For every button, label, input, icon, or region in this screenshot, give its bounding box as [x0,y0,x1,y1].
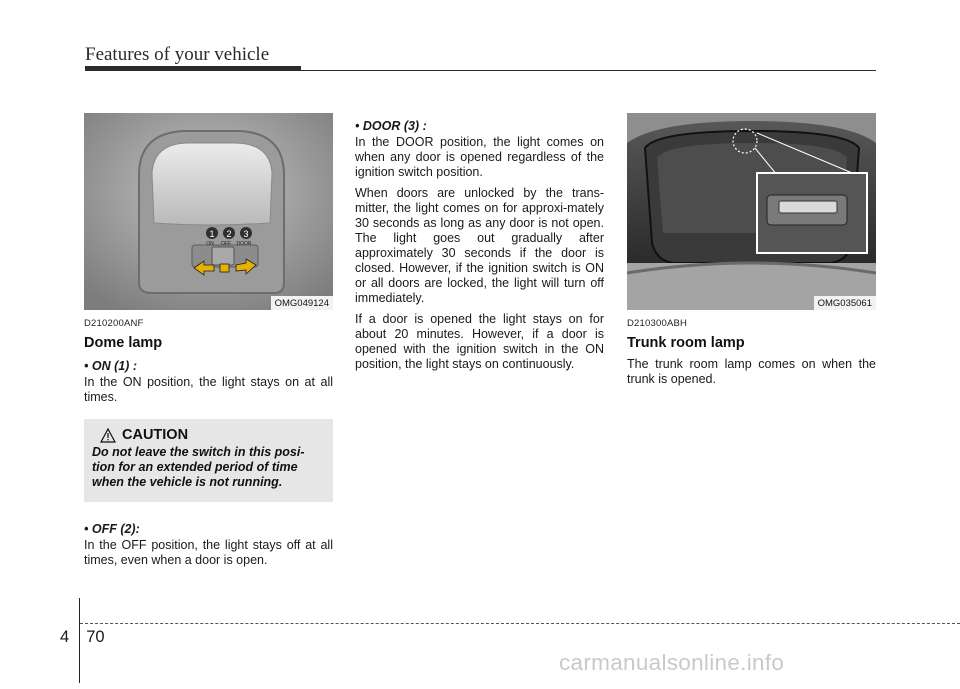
figure-label-dome: OMG049124 [271,296,333,310]
page-number-value: 70 [86,628,105,646]
header-rule-thin [301,70,876,71]
square-marker-icon [220,264,229,272]
door-paragraph-2: When doors are unlocked by the trans-mitter, the light comes on for approxi-mately 30 seconds as long as any door is not open. The light goes out gradually after approximately 30 seconds if the door is closed. However, if the ignition switch is ON or all doors are locked, the light will turn off immediately. [355,186,604,305]
header-rule-thick [85,66,301,71]
section-code-dome: D210200ANF [84,318,144,329]
warning-triangle-icon [100,428,116,443]
page-header-title: Features of your vehicle [85,44,270,65]
right-column [627,113,876,387]
section-title-trunk-room-lamp: Trunk room lamp [627,335,745,351]
trunk-description: The trunk room lamp comes on when the trunk is opened. [627,357,876,386]
footer-dashed-rule [80,623,960,624]
bullet-on: • ON (1) : [84,359,137,373]
figure-label-trunk: OMG035061 [814,296,876,310]
section-title-dome-lamp: Dome lamp [84,335,163,351]
bullet-door: • DOOR (3) : [355,119,427,133]
chapter-number: 4 [60,628,70,646]
dome-lamp-illustration [84,113,333,310]
caution-text: Do not leave the switch in this posi-tion for an extended period of time when the vehicle is not running. [92,445,305,489]
section-code-trunk: D210300ABH [627,318,688,329]
door-paragraph-3: If a door is opened the light stays on for about 20 minutes. However, if a door is opened with the ignition switch in the ON position, the light stays on continuously. [355,312,604,371]
switch-label-door: DOOR [236,241,252,247]
caution-header [100,427,325,443]
left-column [84,113,333,568]
lamp-label-3: 3 [243,229,249,239]
lamp-label-2: 2 [226,229,232,239]
switch-label-off: OFF [221,241,231,247]
trunk-illustration [627,113,876,310]
door-paragraph-1: In the DOOR position, the light comes on when any door is opened regardless of the ignition switch position. [355,135,604,179]
switch-label-on: ON [206,241,214,247]
page-number [60,628,105,647]
middle-column [355,119,604,372]
caution-title: CAUTION [122,427,189,443]
bullet-off: • OFF (2): [84,522,140,536]
on-description: In the ON position, the light stays on at all times. [84,375,333,404]
lamp-label-1: 1 [209,229,215,239]
dome-lamp-figure [84,113,333,310]
caution-box [84,419,333,502]
watermark-text: carmanualsonline.info [559,650,785,675]
trunk-figure [627,113,876,310]
off-description: In the OFF position, the light stays off at all times, even when a door is open. [84,538,333,567]
